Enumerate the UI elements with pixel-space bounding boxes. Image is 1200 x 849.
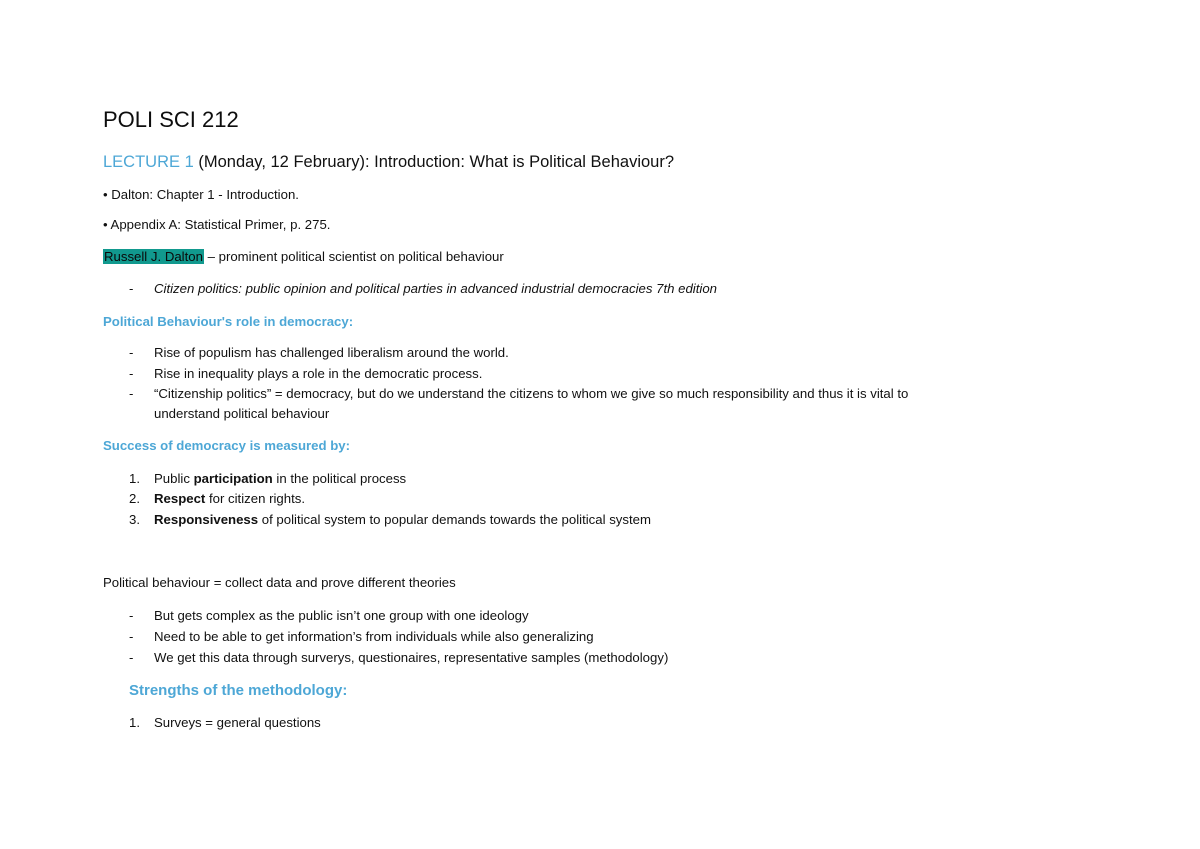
section-heading-success: Success of democracy is measured by:: [103, 438, 351, 453]
numbered-item-text: Surveys = general questions: [154, 715, 321, 730]
book-title: Citizen politics: public opinion and political parties in advanced industrial democracies 7th edition: [154, 281, 717, 296]
numbered-item-text: [154, 490, 305, 508]
dalton-line: [103, 248, 504, 266]
dash-marker: -: [129, 366, 134, 381]
lecture-details: (Monday, 12 February): Introduction: What is Political Behaviour?: [193, 153, 675, 171]
section-heading-role: Political Behaviour's role in democracy:: [103, 314, 354, 329]
list-item-text: “Citizenship politics” = democracy, but do we understand the citizens to whom we give so much responsibility and thus it is vital to: [154, 386, 909, 401]
item-number: 2.: [129, 491, 140, 506]
item-post: in the political process: [272, 471, 407, 486]
dash-marker: -: [129, 608, 134, 623]
dash-marker: -: [129, 281, 134, 296]
dalton-description: – prominent political scientist on political behaviour: [203, 249, 504, 264]
item-bold: participation: [193, 471, 273, 486]
section-heading-strengths: Strengths of the methodology:: [129, 682, 348, 699]
numbered-item-text: [154, 511, 651, 529]
page-title: POLI SCI 212: [103, 107, 239, 132]
item-bold: Respect: [154, 491, 206, 506]
highlighted-name: Russell J. Dalton: [104, 249, 203, 264]
lecture-heading: [103, 151, 674, 173]
reading-item: • Appendix A: Statistical Primer, p. 275.: [103, 217, 331, 232]
dash-marker: -: [129, 629, 134, 644]
item-post: for citizen rights.: [205, 491, 305, 506]
numbered-item-text: [154, 470, 406, 488]
list-item-text: But gets complex as the public isn’t one group with one ideology: [154, 608, 529, 623]
item-post: of political system to popular demands towards the political system: [258, 512, 651, 527]
item-bold: Responsiveness: [154, 512, 259, 527]
item-number: 3.: [129, 512, 140, 527]
paragraph: Political behaviour = collect data and prove different theories: [103, 575, 456, 590]
dash-marker: -: [129, 345, 134, 360]
item-pre: Public: [154, 471, 194, 486]
lecture-label: LECTURE 1: [103, 153, 194, 171]
dash-marker: -: [129, 650, 134, 665]
list-item-text: We get this data through surverys, questionaires, representative samples (methodology): [154, 650, 669, 665]
list-item-text: Need to be able to get information’s from individuals while also generalizing: [154, 629, 594, 644]
dash-marker: -: [129, 386, 134, 401]
item-number: 1.: [129, 715, 140, 730]
item-number: 1.: [129, 471, 140, 486]
list-item-text: Rise of populism has challenged liberalism around the world.: [154, 345, 509, 360]
reading-item: • Dalton: Chapter 1 - Introduction.: [103, 187, 299, 202]
list-item-text: Rise in inequality plays a role in the democratic process.: [154, 366, 483, 381]
list-item-text: understand political behaviour: [154, 406, 330, 421]
